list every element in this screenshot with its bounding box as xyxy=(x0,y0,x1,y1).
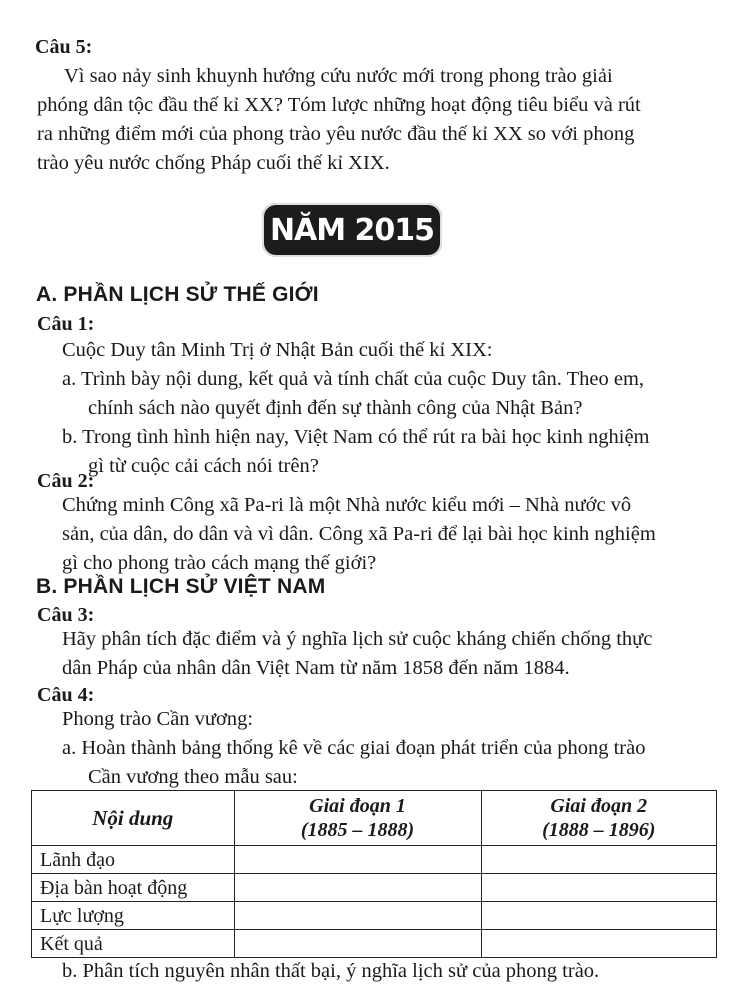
cau3-line-1: Hãy phân tích đặc điểm và ý nghĩa lịch sử cuộc kháng chiến chống thực xyxy=(62,628,653,650)
cau5-title: Câu 5: xyxy=(35,36,93,58)
table-cell-empty xyxy=(481,874,716,902)
cau1-item-b-line-2: gì từ cuộc cải cách nói trên? xyxy=(88,455,319,477)
cau2-line-1: Chứng minh Công xã Pa-ri là một Nhà nước kiểu mới – Nhà nước vô xyxy=(62,494,632,516)
cau2-title: Câu 2: xyxy=(37,470,95,492)
header-giai-doan-1 xyxy=(234,791,481,846)
can-vuong-table xyxy=(31,790,717,958)
table-row xyxy=(32,846,717,874)
cau2-line-2: sản, của dân, do dân và vì dân. Công xã Pa-ri để lại bài học kinh nghiệm xyxy=(62,523,656,545)
cau4-item-a-line-1: a. Hoàn thành bảng thống kê về các giai đoạn phát triển của phong trào xyxy=(62,737,646,759)
cau3-title: Câu 3: xyxy=(37,604,95,626)
header-giai-doan-1-name: Giai đoạn 1 xyxy=(309,795,406,817)
cau4-intro: Phong trào Cần vương: xyxy=(62,708,254,730)
table-cell-empty xyxy=(234,846,481,874)
table-cell-empty xyxy=(234,902,481,930)
cau1-item-a-line-1: a. Trình bày nội dung, kết quả và tính chất của cuộc Duy tân. Theo em, xyxy=(62,368,645,390)
header-giai-doan-2 xyxy=(481,791,716,846)
cau5-text xyxy=(37,62,721,178)
cau3-text xyxy=(62,625,722,683)
cau5-line-1: Vì sao nảy sinh khuynh hướng cứu nước mới trong phong trào giải xyxy=(64,65,613,87)
cau1-item-a-line-2: chính sách nào quyết định đến sự thành công của Nhật Bản? xyxy=(88,397,583,419)
row-label: Kết quả xyxy=(32,930,235,958)
cau2-text xyxy=(62,491,722,578)
section-a-title: A. PHẦN LỊCH SỬ THẾ GIỚI xyxy=(36,283,319,306)
table-header-row xyxy=(32,791,717,846)
cau1-title: Câu 1: xyxy=(37,313,95,335)
cau1-intro: Cuộc Duy tân Minh Trị ở Nhật Bản cuối thế kỉ XIX: xyxy=(62,339,493,361)
cau4-text xyxy=(62,705,722,792)
cau2-line-3: gì cho phong trào cách mạng thế giới? xyxy=(62,552,377,574)
table-cell-empty xyxy=(481,846,716,874)
header-giai-doan-2-years: (1888 – 1896) xyxy=(542,819,656,841)
cau1-item-b-line-1: b. Trong tình hình hiện nay, Việt Nam có thể rút ra bài học kinh nghiệm xyxy=(62,426,650,448)
year-badge: NĂM 2015 xyxy=(262,203,442,257)
cau5-line-2: phóng dân tộc đầu thế kỉ XX? Tóm lược những hoạt động tiêu biểu và rút xyxy=(37,94,641,116)
cau3-line-2: dân Pháp của nhân dân Việt Nam từ năm 1858 đến năm 1884. xyxy=(62,657,570,679)
table-cell-empty xyxy=(481,930,716,958)
table-row xyxy=(32,874,717,902)
table-row xyxy=(32,902,717,930)
table-cell-empty xyxy=(481,902,716,930)
cau4-item-b: b. Phân tích nguyên nhân thất bại, ý nghĩa lịch sử của phong trào. xyxy=(62,960,600,982)
row-label: Địa bàn hoạt động xyxy=(32,874,235,902)
table-cell-empty xyxy=(234,930,481,958)
cau4-title: Câu 4: xyxy=(37,684,95,706)
section-b-title: B. PHẦN LỊCH SỬ VIỆT NAM xyxy=(36,575,326,598)
cau5-line-3: ra những điểm mới của phong trào yêu nước đầu thế kỉ XX so với phong xyxy=(37,123,635,145)
table-cell-empty xyxy=(234,874,481,902)
row-label: Lực lượng xyxy=(32,902,235,930)
cau5-line-4: trào yêu nước chống Pháp cuối thế kỉ XIX. xyxy=(37,152,390,174)
cau1-text xyxy=(62,336,722,481)
header-giai-doan-2-name: Giai đoạn 2 xyxy=(550,795,648,817)
row-label: Lãnh đạo xyxy=(32,846,235,874)
header-noi-dung: Nội dung xyxy=(32,791,235,846)
table-row xyxy=(32,930,717,958)
header-giai-doan-1-years: (1885 – 1888) xyxy=(300,819,415,841)
cau4-item-a-line-2: Cần vương theo mẫu sau: xyxy=(88,766,298,788)
